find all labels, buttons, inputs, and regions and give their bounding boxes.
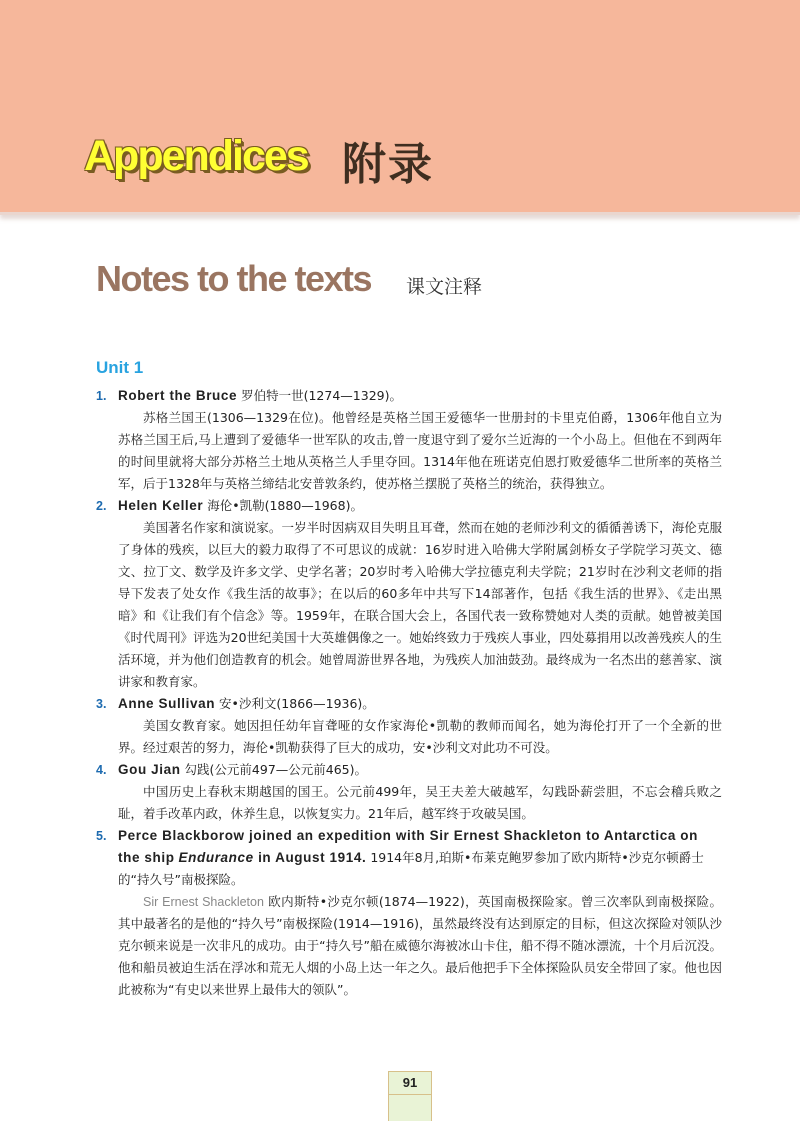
note-number: 5. — [96, 829, 107, 843]
note-term: Anne Sullivan — [118, 696, 216, 711]
page-strip — [388, 1095, 432, 1121]
section-title-cn: 课文注释 — [406, 276, 483, 298]
note-term: Helen Keller — [118, 498, 204, 513]
note-number: 1. — [96, 389, 107, 403]
note-body: 中国历史上春秋末期越国的国王。公元前499年，吴王夫差大破越军，勾践卧薪尝胆，不忘会稽兵败之耻，着手改革内政，休养生息，以恢复实力。21年后，越军终于攻破吴国。 — [118, 784, 722, 821]
header-banner — [0, 0, 800, 215]
note-body-name: Sir Ernest Shackleton — [143, 895, 264, 909]
note-item — [96, 759, 722, 825]
note-body: 美国女教育家。她因担任幼年盲聋哑的女作家海伦•凯勒的教师而闻名，她为海伦打开了一个全新的世界。经过艰苦的努力，海伦•凯勒获得了巨大的成功，安•沙利文对此功不可没。 — [118, 718, 722, 755]
note-item — [96, 693, 722, 759]
note-item — [96, 385, 722, 495]
note-gloss: 1914年8月,珀斯•布莱克鲍罗参加了欧内斯特•沙克尔顿爵士的“持久号”南极探险。 — [118, 850, 704, 887]
note-term-ship: Endurance — [178, 850, 254, 865]
note-body: 苏格兰国王(1306—1329在位)。他曾经是英格兰国王爱德华一世册封的卡里克伯爵，1306年他自立为苏格兰国王后,马上遭到了爱德华一世军队的攻击,曾一度退守到了爱尔兰近海的一个小岛上。但他在不到两年的时间里就将大部分苏格兰土地从英格兰人手里夺回。1314年他在班诺克伯恩打败爱德华二世所率的英格兰军，后于1328年与英格兰缔结北安普敦条约，使苏格兰摆脱了英格兰的统治，获得独立。 — [118, 410, 722, 491]
note-gloss: 安•沙利文(1866—1936)。 — [215, 696, 375, 711]
page-number: 91 — [388, 1071, 432, 1095]
note-gloss: 海伦•凯勒(1880—1968)。 — [203, 498, 363, 513]
note-body: 欧内斯特•沙克尔顿(1874—1922)，英国南极探险家。曾三次率队到南极探险。其中最著名的是他的“持久号”南极探险(1914—1916)，虽然最终没有达到原定的目标，但这次探险对领队沙克尔顿来说是一次非凡的成功。由于“持久号”船在威德尔海被冰山卡住，船不得不随冰漂流，十个月后沉没。他和船员被迫生活在浮冰和荒无人烟的小岛上达一年之久。最后他把手下全体探险队员安全带回了家。他也因此被称为“有史以来世界上最伟大的领队”。 — [118, 894, 722, 997]
note-gloss: 罗伯特一世(1274—1329)。 — [237, 388, 402, 403]
note-number: 2. — [96, 499, 107, 513]
note-term: Perce Blackborow joined an expedition with Sir Ernest Shackleton to Antarctica on the ship — [118, 828, 698, 865]
section-title: Notes to the texts — [96, 258, 372, 299]
note-number: 4. — [96, 763, 107, 777]
appendices-title: Appendices — [84, 132, 308, 180]
note-term-date: in August 1914. — [253, 850, 367, 865]
appendices-title-cn: 附录 — [342, 139, 434, 190]
note-term: Gou Jian — [118, 762, 181, 777]
note-gloss: 勾践(公元前497—公元前465)。 — [180, 762, 368, 777]
note-number: 3. — [96, 697, 107, 711]
note-item — [96, 495, 722, 693]
note-body: 美国著名作家和演说家。一岁半时因病双目失明且耳聋，然而在她的老师沙利文的循循善诱下，海伦克服了身体的残疾，以巨大的毅力取得了不可思议的成就：16岁时进入哈佛大学附属剑桥女子学院学习英文、德文、拉丁文、数学及许多文学、史学名著；20岁时考入哈佛大学拉德克利夫学院；21岁时在沙利文老师的指导下发表了处女作《我生活的故事》；在以后的60多年中共写下14部著作，包括《我生活的世界》、《走出黑暗》和《让我们有个信念》等。1959年，在联合国大会上，各国代表一致称赞她对人类的贡献。她曾被美国《时代周刊》评选为20世纪美国十大英雄偶像之一。她始终致力于残疾人事业，四处募捐用以改善残疾人的生活环境，并为他们创造教育的机会。她曾周游世界各地，为残疾人加油鼓劲。最终成为一名杰出的慈善家、演讲家和教育家。 — [118, 520, 722, 689]
note-item — [96, 825, 722, 1001]
unit-heading: Unit 1 — [96, 358, 144, 377]
note-term: Robert the Bruce — [118, 388, 238, 403]
notes-list — [96, 385, 722, 1001]
